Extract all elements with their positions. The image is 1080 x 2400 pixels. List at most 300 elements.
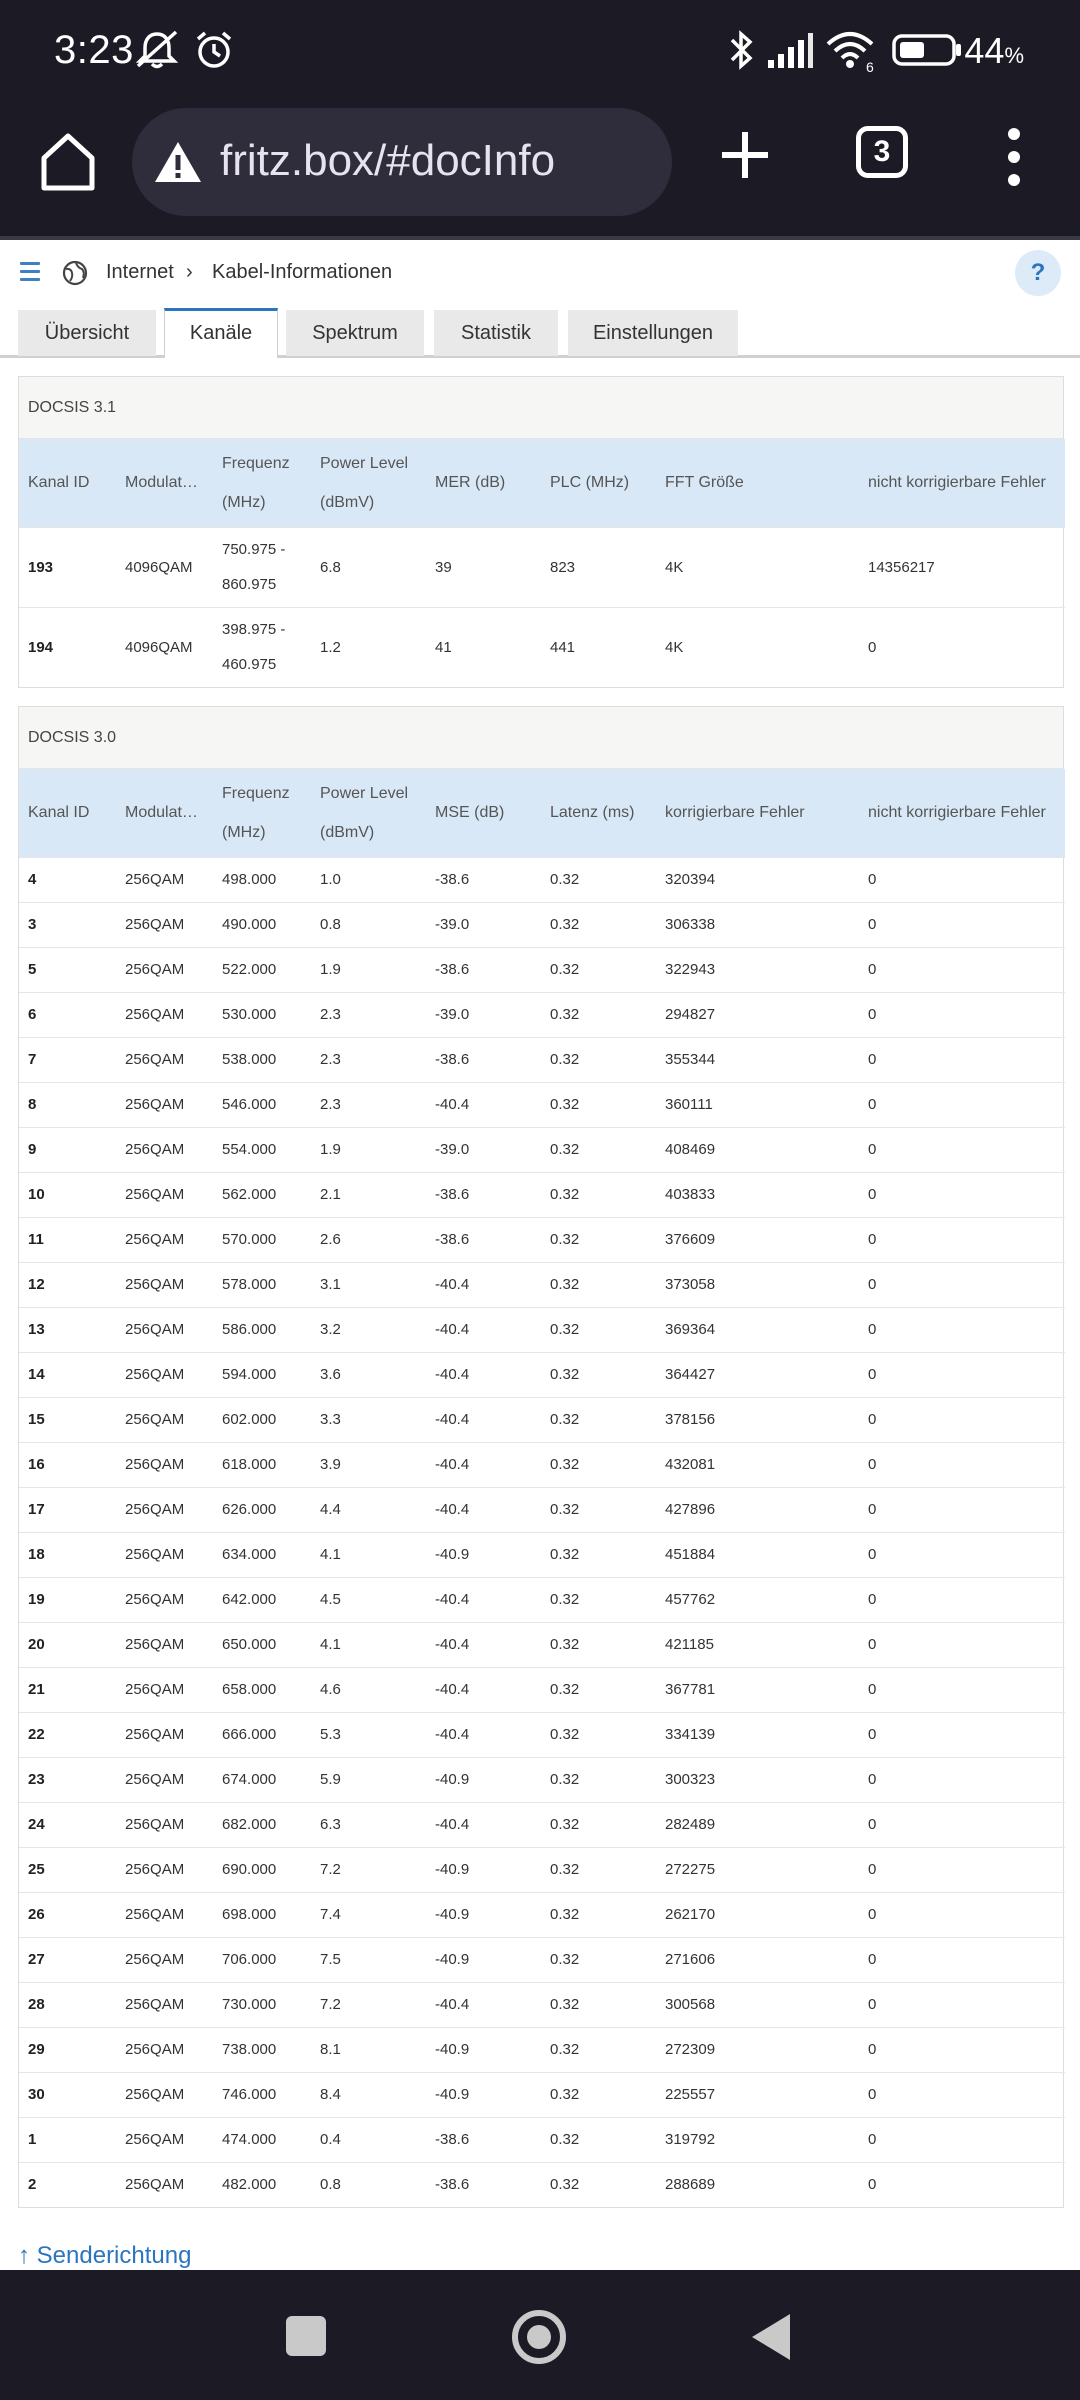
table-cell: -38.6 xyxy=(426,2162,541,2207)
breadcrumb-current: Kabel-Informationen xyxy=(212,261,393,283)
table-row xyxy=(19,1082,1065,1127)
table-cell: 256QAM xyxy=(116,1802,213,1847)
table-cell: 0 xyxy=(859,1352,1065,1397)
status-bar xyxy=(0,0,1080,100)
battery-percent: 44% xyxy=(964,30,1024,71)
table-row xyxy=(19,1892,1065,1937)
table-cell: 0.4 xyxy=(311,2117,426,2162)
table-cell: 5.9 xyxy=(311,1757,426,1802)
table-cell: -40.9 xyxy=(426,1847,541,1892)
column-header: MER (dB) xyxy=(426,439,541,527)
table-cell: 0.32 xyxy=(541,1577,656,1622)
table-cell: 432081 xyxy=(656,1442,859,1487)
table-cell: 4.6 xyxy=(311,1667,426,1712)
table-cell: 690.000 xyxy=(213,1847,311,1892)
tab-kanaele[interactable]: Kanäle xyxy=(164,308,278,358)
table-cell: 738.000 xyxy=(213,2027,311,2072)
table-row xyxy=(19,1802,1065,1847)
table-cell: 3.2 xyxy=(311,1307,426,1352)
table-cell: 0.32 xyxy=(541,1982,656,2027)
table-cell: 256QAM xyxy=(116,947,213,992)
table-cell: -40.9 xyxy=(426,2027,541,2072)
table-cell: 0 xyxy=(859,1667,1065,1712)
table-cell: 20 xyxy=(19,1622,116,1667)
table-cell: 288689 xyxy=(656,2162,859,2207)
table-cell: 24 xyxy=(19,1802,116,1847)
wifi-icon xyxy=(826,30,878,74)
column-header: Kanal ID xyxy=(19,769,116,857)
table-cell: 6 xyxy=(19,992,116,1037)
table-cell: 0 xyxy=(859,1712,1065,1757)
column-header: PLC (MHz) xyxy=(541,439,656,527)
table-cell: 7.4 xyxy=(311,1892,426,1937)
channel-content xyxy=(18,376,1064,2226)
table-cell: 0 xyxy=(859,1397,1065,1442)
table-cell: 3.6 xyxy=(311,1352,426,1397)
table-cell: 9 xyxy=(19,1127,116,1172)
mute-icon xyxy=(134,30,180,70)
table-cell: 0 xyxy=(859,1172,1065,1217)
column-header: nicht korrigierbare Fehler xyxy=(859,769,1065,857)
section-title: DOCSIS 3.0 xyxy=(19,707,1063,769)
table-cell: 530.000 xyxy=(213,992,311,1037)
table-cell: 0 xyxy=(859,1847,1065,1892)
table-row xyxy=(19,1487,1065,1532)
home-button[interactable] xyxy=(512,2310,566,2364)
table-cell: 334139 xyxy=(656,1712,859,1757)
table-row xyxy=(19,2162,1065,2207)
table-cell: 256QAM xyxy=(116,1487,213,1532)
tabs-icon[interactable]: 3 xyxy=(856,126,908,178)
table-cell: 1.9 xyxy=(311,947,426,992)
column-header: nicht korrigierbare Fehler xyxy=(859,439,1065,527)
section-title: DOCSIS 3.1 xyxy=(19,377,1063,439)
table-cell: 256QAM xyxy=(116,1262,213,1307)
table-cell: 666.000 xyxy=(213,1712,311,1757)
table-cell: 256QAM xyxy=(116,1577,213,1622)
table-cell: 14356217 xyxy=(859,527,1065,607)
table-cell: 0 xyxy=(859,1487,1065,1532)
warning-icon[interactable] xyxy=(152,138,204,186)
table-cell: 8.4 xyxy=(311,2072,426,2117)
table-cell: 0.32 xyxy=(541,2117,656,2162)
table-cell: 6.8 xyxy=(311,527,426,607)
table-cell: 256QAM xyxy=(116,1127,213,1172)
table-cell: 0.32 xyxy=(541,1892,656,1937)
table-cell: 3.3 xyxy=(311,1397,426,1442)
column-header: MSE (dB) xyxy=(426,769,541,857)
table-cell: 2.3 xyxy=(311,992,426,1037)
table-cell: 4096QAM xyxy=(116,527,213,607)
table-cell: 30 xyxy=(19,2072,116,2117)
table-cell: 682.000 xyxy=(213,1802,311,1847)
table-cell: 0.32 xyxy=(541,1172,656,1217)
table-cell: 474.000 xyxy=(213,2117,311,2162)
table-cell: 0.32 xyxy=(541,902,656,947)
table-cell: 586.000 xyxy=(213,1307,311,1352)
table-cell: -40.4 xyxy=(426,1667,541,1712)
table-row xyxy=(19,527,1065,607)
table-cell: 2.6 xyxy=(311,1217,426,1262)
table-cell: 14 xyxy=(19,1352,116,1397)
docsis31-table xyxy=(19,439,1065,687)
table-cell: 256QAM xyxy=(116,2027,213,2072)
table-cell: 4.5 xyxy=(311,1577,426,1622)
table-row xyxy=(19,1127,1065,1172)
system-nav-bar xyxy=(0,2270,1080,2400)
table-cell: 23 xyxy=(19,1757,116,1802)
table-cell: 0.32 xyxy=(541,1082,656,1127)
table-cell: 0 xyxy=(859,857,1065,902)
back-button[interactable] xyxy=(752,2314,790,2360)
table-cell: 367781 xyxy=(656,1667,859,1712)
table-cell: 4K xyxy=(656,527,859,607)
table-cell: 594.000 xyxy=(213,1352,311,1397)
table-cell: 0.32 xyxy=(541,1712,656,1757)
column-header: Modulat… xyxy=(116,439,213,527)
table-cell: 0 xyxy=(859,992,1065,1037)
table-cell: 256QAM xyxy=(116,1892,213,1937)
tab-statistik[interactable]: Statistik xyxy=(434,310,558,356)
table-cell: 0 xyxy=(859,1892,1065,1937)
tab-spektrum[interactable]: Spektrum xyxy=(286,310,424,356)
table-row xyxy=(19,2072,1065,2117)
table-cell: -38.6 xyxy=(426,2117,541,2162)
column-header: Frequenz (MHz) xyxy=(213,439,311,527)
table-cell: 0 xyxy=(859,607,1065,687)
table-cell: 4 xyxy=(19,857,116,902)
table-cell: -40.9 xyxy=(426,1892,541,1937)
table-cell: 522.000 xyxy=(213,947,311,992)
table-cell: 17 xyxy=(19,1487,116,1532)
table-cell: 5.3 xyxy=(311,1712,426,1757)
table-row xyxy=(19,1217,1065,1262)
tab-bar xyxy=(0,306,1080,358)
column-header: Frequenz (MHz) xyxy=(213,769,311,857)
table-cell: 634.000 xyxy=(213,1532,311,1577)
table-cell: -40.9 xyxy=(426,1532,541,1577)
table-cell: 0 xyxy=(859,2027,1065,2072)
table-cell: 256QAM xyxy=(116,1442,213,1487)
table-cell: 0.32 xyxy=(541,1622,656,1667)
table-cell: 2 xyxy=(19,2162,116,2207)
table-cell: 256QAM xyxy=(116,1217,213,1262)
table-cell: 403833 xyxy=(656,1172,859,1217)
table-cell: 364427 xyxy=(656,1352,859,1397)
table-cell: 746.000 xyxy=(213,2072,311,2117)
hamburger-icon[interactable] xyxy=(20,262,40,282)
table-cell: 0.32 xyxy=(541,992,656,1037)
table-cell: 7.2 xyxy=(311,1982,426,2027)
column-header: Power Level (dBmV) xyxy=(311,439,426,527)
table-row xyxy=(19,1397,1065,1442)
table-cell: 4.4 xyxy=(311,1487,426,1532)
table-row xyxy=(19,1757,1065,1802)
table-cell: 602.000 xyxy=(213,1397,311,1442)
table-row xyxy=(19,1307,1065,1352)
table-cell: 21 xyxy=(19,1667,116,1712)
table-cell: 300323 xyxy=(656,1757,859,1802)
table-cell: 256QAM xyxy=(116,1532,213,1577)
table-cell: 0.32 xyxy=(541,1217,656,1262)
svg-text:6: 6 xyxy=(866,59,874,74)
table-cell: -40.9 xyxy=(426,1937,541,1982)
table-cell: 256QAM xyxy=(116,992,213,1037)
table-cell: 427896 xyxy=(656,1487,859,1532)
table-row xyxy=(19,1667,1065,1712)
table-row xyxy=(19,1577,1065,1622)
table-cell: 378156 xyxy=(656,1397,859,1442)
table-cell: 7.5 xyxy=(311,1937,426,1982)
table-cell: -40.4 xyxy=(426,1622,541,1667)
table-cell: 39 xyxy=(426,527,541,607)
table-cell: 256QAM xyxy=(116,2162,213,2207)
table-cell: 194 xyxy=(19,607,116,687)
column-header: Modulat… xyxy=(116,769,213,857)
table-cell: 25 xyxy=(19,1847,116,1892)
table-cell: 256QAM xyxy=(116,1937,213,1982)
table-cell: 698.000 xyxy=(213,1892,311,1937)
table-cell: 320394 xyxy=(656,857,859,902)
table-cell: 0.32 xyxy=(541,1352,656,1397)
table-cell: 0.32 xyxy=(541,1802,656,1847)
table-cell: 294827 xyxy=(656,992,859,1037)
table-cell: 41 xyxy=(426,607,541,687)
table-cell: 11 xyxy=(19,1217,116,1262)
table-row xyxy=(19,857,1065,902)
address-bar[interactable] xyxy=(132,108,672,216)
table-cell: 7 xyxy=(19,1037,116,1082)
table-cell: -38.6 xyxy=(426,947,541,992)
table-cell: 0 xyxy=(859,1217,1065,1262)
table-cell: 538.000 xyxy=(213,1037,311,1082)
table-cell: 0 xyxy=(859,1442,1065,1487)
table-row xyxy=(19,1037,1065,1082)
table-cell: 0 xyxy=(859,2117,1065,2162)
table-cell: 457762 xyxy=(656,1577,859,1622)
table-cell: 0 xyxy=(859,1802,1065,1847)
table-cell: 16 xyxy=(19,1442,116,1487)
table-cell: 376609 xyxy=(656,1217,859,1262)
table-cell: 0 xyxy=(859,1262,1065,1307)
table-cell: 306338 xyxy=(656,902,859,947)
tab-uebersicht[interactable]: Übersicht xyxy=(18,310,156,356)
table-cell: 360111 xyxy=(656,1082,859,1127)
table-cell: 674.000 xyxy=(213,1757,311,1802)
docsis30-section xyxy=(18,706,1064,2208)
table-cell: 0.32 xyxy=(541,2072,656,2117)
table-cell: 373058 xyxy=(656,1262,859,1307)
table-cell: 441 xyxy=(541,607,656,687)
table-cell: -40.4 xyxy=(426,1262,541,1307)
table-row xyxy=(19,2117,1065,2162)
home-icon[interactable] xyxy=(38,128,98,196)
table-row xyxy=(19,1352,1065,1397)
table-cell: 5 xyxy=(19,947,116,992)
signal-icon xyxy=(766,30,814,70)
table-cell: 256QAM xyxy=(116,1667,213,1712)
table-cell: 256QAM xyxy=(116,2072,213,2117)
table-cell: 256QAM xyxy=(116,857,213,902)
help-icon[interactable]: ? xyxy=(1015,250,1061,296)
table-cell: 225557 xyxy=(656,2072,859,2117)
table-cell: 272275 xyxy=(656,1847,859,1892)
table-cell: -40.4 xyxy=(426,1442,541,1487)
table-cell: 0 xyxy=(859,1037,1065,1082)
docsis30-table xyxy=(19,769,1065,2207)
bluetooth-icon xyxy=(728,30,756,70)
table-cell: -39.0 xyxy=(426,1127,541,1172)
table-cell: 554.000 xyxy=(213,1127,311,1172)
table-cell: 0 xyxy=(859,1937,1065,1982)
table-cell: 256QAM xyxy=(116,1082,213,1127)
table-cell: 0 xyxy=(859,1082,1065,1127)
table-cell: 562.000 xyxy=(213,1172,311,1217)
table-cell: 256QAM xyxy=(116,1397,213,1442)
table-cell: -38.6 xyxy=(426,857,541,902)
table-cell: -39.0 xyxy=(426,902,541,947)
table-cell: -38.6 xyxy=(426,1172,541,1217)
table-cell: 626.000 xyxy=(213,1487,311,1532)
table-row xyxy=(19,947,1065,992)
table-cell: 282489 xyxy=(656,1802,859,1847)
table-cell: 650.000 xyxy=(213,1622,311,1667)
table-cell: -38.6 xyxy=(426,1037,541,1082)
table-cell: 300568 xyxy=(656,1982,859,2027)
table-cell: 4K xyxy=(656,607,859,687)
table-cell: 256QAM xyxy=(116,1847,213,1892)
table-cell: 0.32 xyxy=(541,1667,656,1712)
recents-button[interactable] xyxy=(286,2316,326,2356)
table-row xyxy=(19,902,1065,947)
table-row xyxy=(19,992,1065,1037)
table-row xyxy=(19,1847,1065,1892)
table-cell: 0.32 xyxy=(541,1442,656,1487)
table-cell: -40.4 xyxy=(426,1577,541,1622)
table-cell: 2.3 xyxy=(311,1082,426,1127)
url-text[interactable]: fritz.box/#docInfo xyxy=(220,136,556,185)
table-cell: 28 xyxy=(19,1982,116,2027)
table-cell: 1.0 xyxy=(311,857,426,902)
table-cell: 262170 xyxy=(656,1892,859,1937)
table-cell: 0.32 xyxy=(541,2162,656,2207)
table-cell: 27 xyxy=(19,1937,116,1982)
table-row xyxy=(19,2027,1065,2072)
table-cell: 369364 xyxy=(656,1307,859,1352)
table-cell: 1.9 xyxy=(311,1127,426,1172)
table-cell: 0 xyxy=(859,947,1065,992)
table-cell: 3.9 xyxy=(311,1442,426,1487)
column-header: Kanal ID xyxy=(19,439,116,527)
globe-icon xyxy=(62,260,88,286)
table-cell: 570.000 xyxy=(213,1217,311,1262)
table-cell: 29 xyxy=(19,2027,116,2072)
table-cell: 271606 xyxy=(656,1937,859,1982)
table-cell: 0.8 xyxy=(311,2162,426,2207)
table-cell: 618.000 xyxy=(213,1442,311,1487)
column-header: Latenz (ms) xyxy=(541,769,656,857)
table-cell: 0.32 xyxy=(541,1397,656,1442)
table-cell: 730.000 xyxy=(213,1982,311,2027)
table-cell: -40.4 xyxy=(426,1982,541,2027)
table-cell: 15 xyxy=(19,1397,116,1442)
tab-einstellungen[interactable]: Einstellungen xyxy=(568,310,738,356)
table-cell: 0 xyxy=(859,2162,1065,2207)
table-cell: 706.000 xyxy=(213,1937,311,1982)
table-row xyxy=(19,1937,1065,1982)
table-row xyxy=(19,1442,1065,1487)
table-cell: 642.000 xyxy=(213,1577,311,1622)
docsis31-section xyxy=(18,376,1064,688)
table-cell: 10 xyxy=(19,1172,116,1217)
table-cell: 22 xyxy=(19,1712,116,1757)
table-cell: -40.4 xyxy=(426,1397,541,1442)
table-cell: 421185 xyxy=(656,1622,859,1667)
table-cell: 256QAM xyxy=(116,1352,213,1397)
table-cell: 0.32 xyxy=(541,1757,656,1802)
table-cell: 0.32 xyxy=(541,1037,656,1082)
table-cell: 18 xyxy=(19,1532,116,1577)
table-cell: 256QAM xyxy=(116,2117,213,2162)
page-header xyxy=(0,240,1080,306)
column-header: korrigierbare Fehler xyxy=(656,769,859,857)
table-cell: 256QAM xyxy=(116,1172,213,1217)
table-cell: -40.4 xyxy=(426,1487,541,1532)
table-cell: 4.1 xyxy=(311,1622,426,1667)
table-cell: 256QAM xyxy=(116,1622,213,1667)
table-cell: 2.3 xyxy=(311,1037,426,1082)
table-row xyxy=(19,607,1065,687)
table-cell: 3 xyxy=(19,902,116,947)
table-row xyxy=(19,1172,1065,1217)
table-cell: 0 xyxy=(859,1307,1065,1352)
table-cell: 398.975 - 460.975 xyxy=(213,607,311,687)
status-time: 3:23 xyxy=(54,28,134,72)
table-cell: 0.32 xyxy=(541,1307,656,1352)
alarm-icon xyxy=(194,30,234,70)
table-cell: 3.1 xyxy=(311,1262,426,1307)
table-cell: 256QAM xyxy=(116,902,213,947)
table-cell: 4096QAM xyxy=(116,607,213,687)
table-cell: 322943 xyxy=(656,947,859,992)
table-cell: 256QAM xyxy=(116,1982,213,2027)
table-cell: 8 xyxy=(19,1082,116,1127)
table-cell: 578.000 xyxy=(213,1262,311,1307)
table-cell: 272309 xyxy=(656,2027,859,2072)
table-cell: -40.4 xyxy=(426,1082,541,1127)
table-cell: 13 xyxy=(19,1307,116,1352)
plus-icon[interactable] xyxy=(718,128,772,182)
table-row xyxy=(19,1262,1065,1307)
overflow-menu-icon[interactable] xyxy=(1004,128,1024,188)
table-cell: 482.000 xyxy=(213,2162,311,2207)
table-cell: 256QAM xyxy=(116,1757,213,1802)
table-cell: 256QAM xyxy=(116,1037,213,1082)
table-cell: 7.2 xyxy=(311,1847,426,1892)
table-cell: -38.6 xyxy=(426,1217,541,1262)
table-cell: 451884 xyxy=(656,1532,859,1577)
table-cell: 319792 xyxy=(656,2117,859,2162)
upstream-link[interactable]: ↑ Senderichtung xyxy=(18,2242,192,2269)
table-cell: 0 xyxy=(859,1127,1065,1172)
table-cell: 0 xyxy=(859,1757,1065,1802)
table-cell: -40.9 xyxy=(426,1757,541,1802)
table-cell: 4.1 xyxy=(311,1532,426,1577)
breadcrumb-internet[interactable]: Internet xyxy=(106,261,174,283)
table-cell: 0 xyxy=(859,1577,1065,1622)
table-cell: -40.9 xyxy=(426,2072,541,2117)
table-cell: 0.32 xyxy=(541,947,656,992)
